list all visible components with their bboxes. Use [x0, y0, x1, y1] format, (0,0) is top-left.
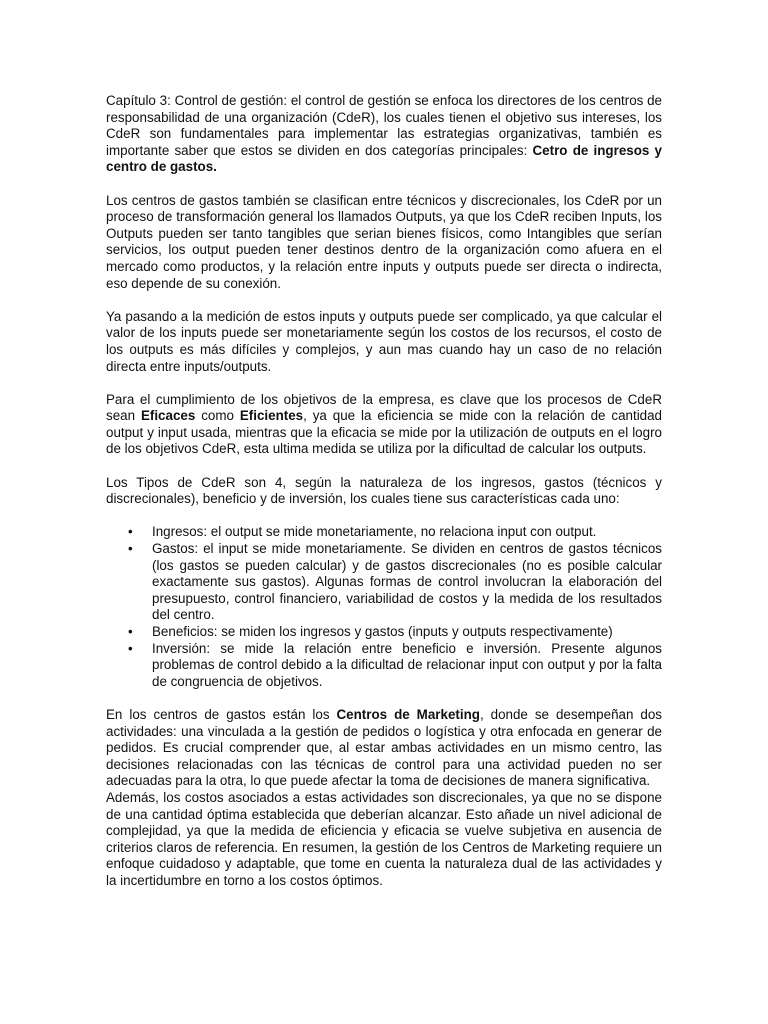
paragraph-marketing-text-a: En los centros de gastos están los — [106, 706, 337, 722]
bullet-icon: • — [128, 624, 133, 639]
paragraph-cost-centers: Los centros de gastos también se clasifican entre técnicos y discrecionales, los CdeR por un proceso de transformación general los llamados Outputs, ya que los CdeR reciben Inputs, los Outputs pueden ser tanto tangibles que serian bienes físicos, como Intangibles que serían servicios, los output pueden tener destinos dentro de la organización como afuera en el mercado como productos, y la relación entre inputs y outputs puede ser directa o indirecta, eso depende de su conexión. — [106, 192, 662, 291]
list-item-text: Gastos: el input se mide monetariamente. Se dividen en centros de gastos técnicos (los gastos se pueden calcular) y de gastos discrecionales (no es posible calcular exactamente sus gastos). Algunas formas de control involucran la elaboración del presupuesto, control financiero, variabilidad de costos y la medida de los resultados del centro. — [152, 541, 662, 623]
paragraph-intro-text: Capítulo 3: Control de gestión: el control de gestión se enfoca los directores de los centros de responsabilidad de una organización (CdeR), los cuales tienen el objetivo sus intereses, los CdeR son fundamentales para implementar las estrategias organizativas, también es importante saber que estos se dividen en dos categorías principales: — [106, 93, 662, 158]
paragraph-conclusion: Además, los costos asociados a estas actividades son discrecionales, ya que no se dispone de una cantidad óptima establecida que deberían alcanzar. Esto añade un nivel adicional de complejidad, ya que la medida de eficiencia y eficacia se vuelve subjetiva en ausencia de criterios claros de referencia. En resumen, la gestión de los Centros de Marketing requiere un enfoque cuidadoso y adaptable, que tome en cuenta la naturaleza dual de las actividades y la incertidumbre en torno a los costos óptimos. — [106, 789, 662, 888]
list-item-text: Beneficios: se miden los ingresos y gastos (inputs y outputs respectivamente) — [152, 624, 613, 639]
paragraph-types: Los Tipos de CdeR son 4, según la naturaleza de los ingresos, gastos (técnicos y discrecionales), beneficio y de inversión, los cuales tiene sus características cada uno: — [106, 474, 662, 507]
paragraph-objectives-text-a: Para el cumplimiento de los objetivos de la empresa, es clave que los procesos de CdeR sean — [106, 391, 662, 424]
bullet-icon: • — [128, 541, 133, 557]
paragraph-intro-bold: Cetro de ingresos y centro de gastos. — [106, 142, 662, 175]
paragraph-objectives-text-d: , ya que la eficiencia se mide con la relación de cantidad output y input usada, mientras que la eficacia se mide por la utilización de outputs en el logro de los objetivos CdeR, esta ultima medida se utiliza por la dificultad de calcular los outputs. — [106, 408, 663, 457]
keyword-eficaces: Eficaces — [140, 408, 196, 424]
paragraph-measurement: Ya pasando a la medición de estos inputs y outputs puede ser complicado, ya que calcular el valor de los inputs puede ser monetariamente según los costos de los recursos, el costo de los outputs es más difíciles y complejos, y aun mas cuando hay un caso de no relación directa entre inputs/outputs. — [106, 308, 662, 374]
list-item-text: Ingresos: el output se mide monetariamente, no relaciona input con output. — [152, 524, 597, 540]
types-list — [106, 524, 662, 690]
paragraph-objectives-text-c: como — [195, 408, 240, 424]
paragraph-marketing — [106, 707, 662, 790]
list-item-gastos — [106, 541, 662, 624]
bullet-icon: • — [128, 524, 133, 540]
keyword-eficientes: Eficientes — [239, 408, 304, 424]
paragraph-objectives — [106, 392, 662, 458]
bullet-icon: • — [128, 640, 133, 656]
list-item-inversion — [106, 641, 662, 691]
keyword-centros-marketing: Centros de Marketing — [336, 706, 480, 722]
document-page — [106, 93, 662, 906]
paragraph-intro — [106, 93, 662, 176]
list-item-beneficios — [106, 624, 662, 641]
paragraph-marketing-text-b: , donde se desempeñan dos actividades: una vinculada a la gestión de pedidos o logística y otra enfocada en generar de pedidos. Es crucial comprender que, al estar ambas actividades en un mismo centro, las decisiones relacionadas con las técnicas de control para una actividad pueden no ser adecuadas para la otra, lo que puede afectar la toma de decisiones de manera significativa. — [106, 706, 662, 789]
list-item-text: Inversión: se mide la relación entre beneficio e inversión. Presente algunos problemas de control debido a la dificultad de relacionar input con output y por la falta de congruencia de objetivos. — [152, 640, 662, 689]
list-item-ingresos — [106, 524, 662, 541]
